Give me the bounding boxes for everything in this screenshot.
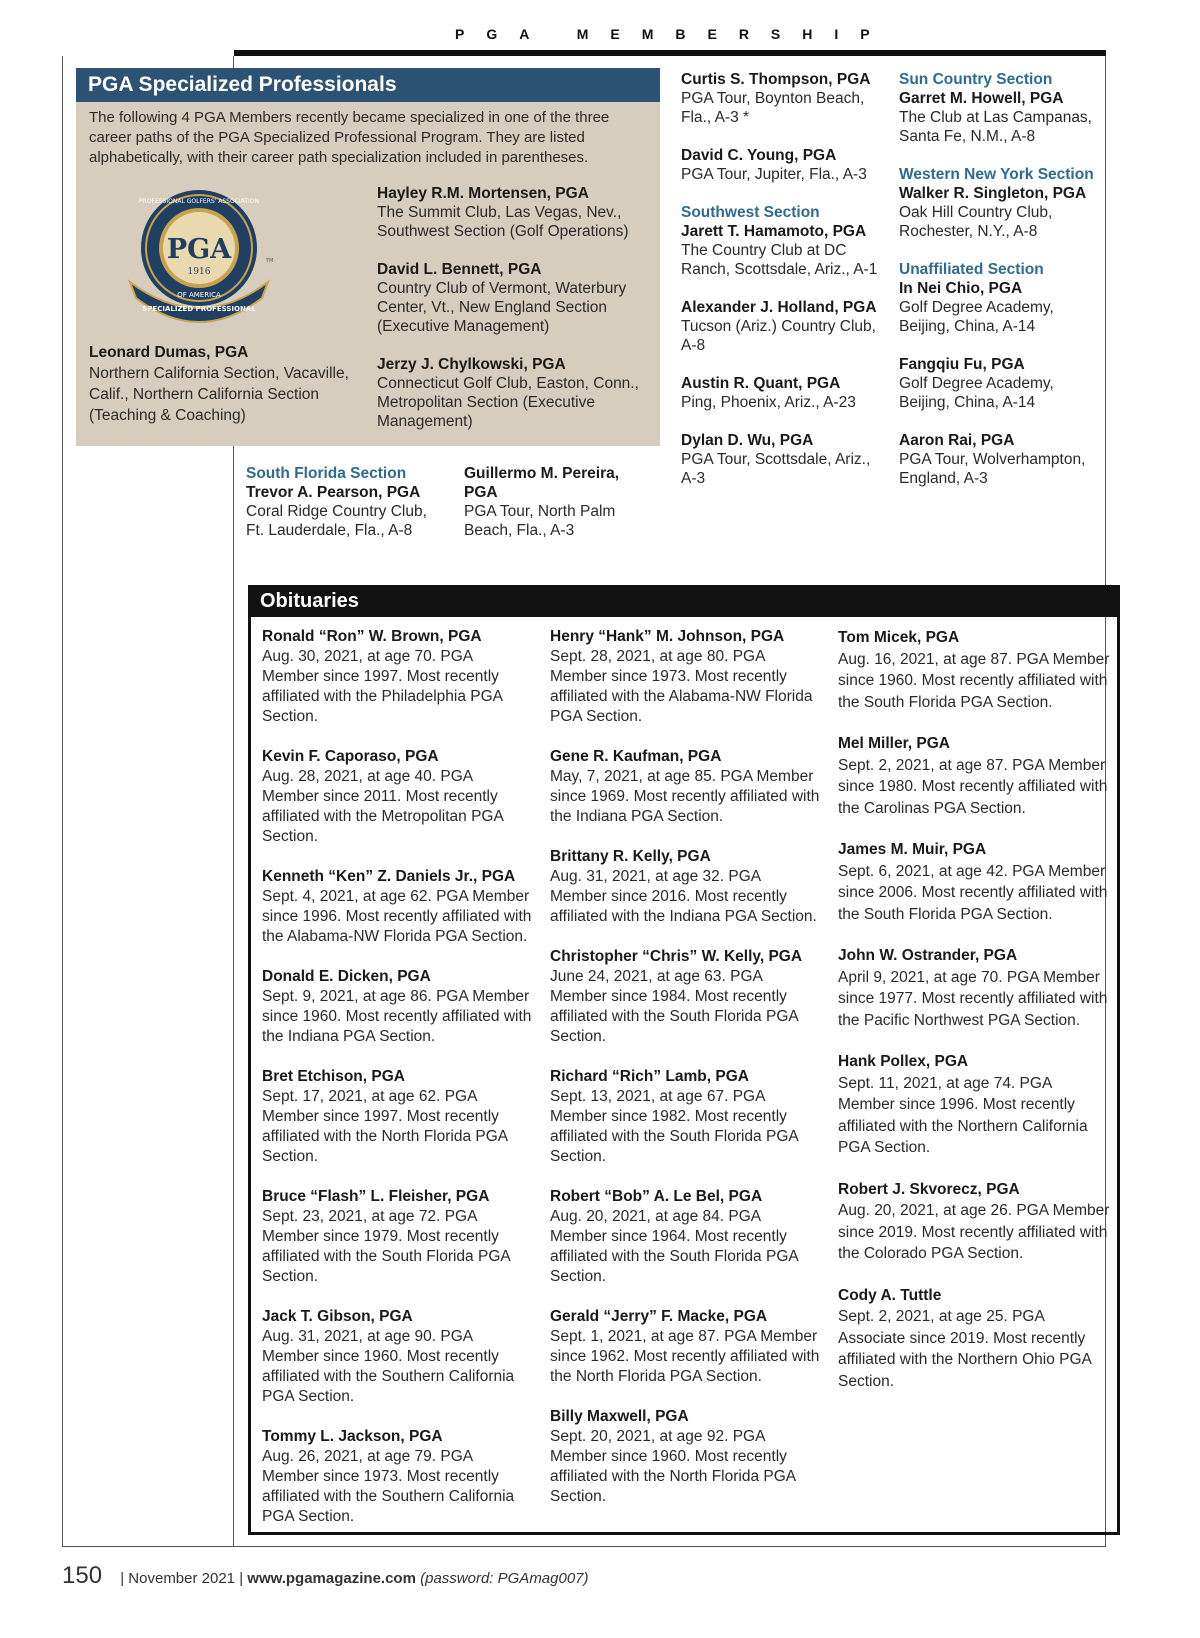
frame-bottom-line xyxy=(62,1546,1106,1547)
svg-text:1916: 1916 xyxy=(187,267,211,277)
obituary-entry: James M. Muir, PGA Sept. 6, 2021, at age 42. PGA Member since 2006. Most recently affiliated with the South Florida PGA Section. xyxy=(838,841,1108,923)
obituary-entry: Mel Miller, PGA Sept. 2, 2021, at age 87. PGA Member since 1980. Most recently affiliated with the Carolinas PGA Section. xyxy=(838,735,1108,817)
specialized-left-entry xyxy=(89,342,359,426)
member-entry: Curtis S. Thompson, PGA PGA Tour, Boynton Beach, Fla., A-3 * xyxy=(681,71,871,126)
obituary-entry: Brittany R. Kelly, PGA Aug. 31, 2021, at age 32. PGA Member since 2016. Most recently affiliated with the Indiana PGA Section. xyxy=(550,848,817,925)
obituary-entry: Richard “Rich” Lamb, PGA Sept. 13, 2021, at age 67. PGA Member since 1982. Most recently affiliated with the South Florida PGA Section. xyxy=(550,1068,798,1165)
magazine-url-link[interactable]: www.pgamagazine.com xyxy=(247,1570,416,1587)
members-column-d xyxy=(899,70,1099,507)
specialized-intro: The following 4 PGA Members recently became specialized in one of the three career paths of the PGA Specialized Professional Program. They are listed alphabetically, with their career path specialization included in parentheses. xyxy=(89,109,610,166)
obituaries-title: Obituaries xyxy=(248,585,1120,617)
pga-seal-icon xyxy=(120,186,278,326)
obituary-entry: Kevin F. Caporaso, PGA Aug. 28, 2021, at age 40. PGA Member since 2011. Most recently affiliated with the Metropolitan PGA Section. xyxy=(262,748,503,845)
obituary-entry: Tom Micek, PGA Aug. 16, 2021, at age 87. PGA Member since 1960. Most recently affiliated with the South Florida PGA Section. xyxy=(838,629,1110,711)
members-column-a xyxy=(246,464,441,559)
specialist-entry: Hayley R.M. Mortensen, PGA The Summit Club, Las Vegas, Nev., Southwest Section (Golf Operations) xyxy=(377,185,629,240)
obituary-entry: Cody A. Tuttle Sept. 2, 2021, at age 25. PGA Associate since 2019. Most recently affiliated with the Northern Ohio PGA Section. xyxy=(838,1286,1092,1390)
obituary-entry: Robert “Bob” A. Le Bel, PGA Aug. 20, 2021, at age 84. PGA Member since 1964. Most recently affiliated with the South Florida PGA Section. xyxy=(550,1188,798,1285)
section-heading: Unaffiliated Section xyxy=(899,261,1044,278)
obituary-entry: Gerald “Jerry” F. Macke, PGA Sept. 1, 2021, at age 87. PGA Member since 1962. Most recently affiliated with the North Florida PGA Section. xyxy=(550,1308,820,1385)
member-entry: Alexander J. Holland, PGA Tucson (Ariz.) Country Club, A-8 xyxy=(681,299,877,354)
member-entry: David C. Young, PGA PGA Tour, Jupiter, Fla., A-3 xyxy=(681,147,867,183)
obituary-entry: Christopher “Chris” W. Kelly, PGA June 24, 2021, at age 63. PGA Member since 1984. Most recently affiliated with the South Florida PGA Section. xyxy=(550,948,803,1045)
obituary-entry: Bruce “Flash” L. Fleisher, PGA Sept. 23, 2021, at age 72. PGA Member since 1979. Most recently affiliated with the South Florida PGA Section. xyxy=(262,1188,510,1285)
obituary-entry: Gene R. Kaufman, PGA May, 7, 2021, at age 85. PGA Member since 1969. Most recently affiliated with the Indiana PGA Section. xyxy=(550,748,820,825)
header-rule xyxy=(234,50,1106,56)
obituaries-column-1 xyxy=(262,627,532,1547)
svg-text:OF AMERICA: OF AMERICA xyxy=(177,291,221,299)
issue-date: November 2021 xyxy=(128,1570,236,1587)
obituary-entry: Tommy L. Jackson, PGA Aug. 26, 2021, at age 79. PGA Member since 1973. Most recently affiliated with the Southern California PGA Section. xyxy=(262,1428,515,1525)
page-number: 150 xyxy=(62,1562,103,1589)
obituary-entry: Hank Pollex, PGA Sept. 11, 2021, at age 74. PGA Member since 1996. Most recently affiliated with the Northern California PGA Section. xyxy=(838,1053,1088,1156)
specialist-detail: Northern California Section, Vacaville, Calif., Northern California Section (Teaching & Coaching) xyxy=(89,365,349,424)
member-entry: Dylan D. Wu, PGA PGA Tour, Scottsdale, Ariz., A-3 xyxy=(681,432,871,487)
obituaries-column-3 xyxy=(838,627,1110,1412)
obituary-entry: Kenneth “Ken” Z. Daniels Jr., PGA Sept. 4, 2021, at age 62. PGA Member since 1996. Most recently affiliated with the Alabama-NW Florida PGA Section. xyxy=(262,868,532,945)
obituary-entry: Robert J. Skvorecz, PGA Aug. 20, 2021, at age 26. PGA Member since 2019. Most recently affiliated with the Colorado PGA Section. xyxy=(838,1180,1110,1262)
members-column-b xyxy=(464,464,644,559)
password-note: (password: PGAmag007) xyxy=(420,1570,589,1587)
seal-text: PGA xyxy=(166,234,232,265)
member-entry: Austin R. Quant, PGA Ping, Phoenix, Ariz., A-23 xyxy=(681,375,856,411)
page-footer: 150 | November 2021 | www.pgamagazine.com (password: PGAmag007) xyxy=(62,1562,589,1589)
svg-text:SPECIALIZED PROFESSIONAL: SPECIALIZED PROFESSIONAL xyxy=(142,305,256,313)
member-entry: South Florida Section Trevor A. Pearson, PGA Coral Ridge Country Club, Ft. Lauderdale, Fla., A-8 xyxy=(246,464,441,540)
section-header: PGA MEMBERSHIP xyxy=(455,26,892,42)
section-heading: Southwest Section xyxy=(681,204,820,221)
member-entry: Fangqiu Fu, PGA Golf Degree Academy, Beijing, China, A-14 xyxy=(899,356,1054,411)
specialist-name: Leonard Dumas, PGA xyxy=(89,344,249,361)
obituary-entry: John W. Ostrander, PGA April 9, 2021, at age 70. PGA Member since 1977. Most recently affiliated with the Pacific Northwest PGA Section. xyxy=(838,947,1108,1029)
member-entry: Aaron Rai, PGA PGA Tour, Wolverhampton, England, A-3 xyxy=(899,432,1086,487)
obituary-entry: Donald E. Dicken, PGA Sept. 9, 2021, at age 86. PGA Member since 1960. Most recently affiliated with the Indiana PGA Section. xyxy=(262,968,532,1045)
members-column-c xyxy=(681,70,879,507)
member-entry: Unaffiliated Section In Nei Chio, PGA Golf Degree Academy, Beijing, China, A-14 xyxy=(899,260,1099,336)
obituary-entry: Bret Etchison, PGA Sept. 17, 2021, at age 62. PGA Member since 1997. Most recently affiliated with the North Florida PGA Section. xyxy=(262,1068,508,1165)
obituaries-column-2 xyxy=(550,627,820,1527)
member-entry: Western New York Section Walker R. Singleton, PGA Oak Hill Country Club, Rochester, N.Y., A-8 xyxy=(899,165,1099,241)
obituary-entry: Henry “Hank” M. Johnson, PGA Sept. 28, 2021, at age 80. PGA Member since 1973. Most recently affiliated with the Alabama-NW Florida PGA Section. xyxy=(550,628,813,725)
member-entry: Guillermo M. Pereira, PGA PGA Tour, North Palm Beach, Fla., A-3 xyxy=(464,465,620,539)
section-heading: South Florida Section xyxy=(246,465,407,482)
specialized-list xyxy=(377,184,657,450)
obituary-entry: Billy Maxwell, PGA Sept. 20, 2021, at age 92. PGA Member since 1960. Most recently affiliated with the North Florida PGA Section. xyxy=(550,1408,796,1505)
obituary-entry: Ronald “Ron” W. Brown, PGA Aug. 30, 2021, at age 70. PGA Member since 1997. Most recently affiliated with the Philadelphia PGA Section. xyxy=(262,628,503,725)
obituary-entry: Jack T. Gibson, PGA Aug. 31, 2021, at age 90. PGA Member since 1960. Most recently affiliated with the Southern California PGA Section. xyxy=(262,1308,515,1405)
specialist-entry: Jerzy J. Chylkowski, PGA Connecticut Golf Club, Easton, Conn., Metropolitan Section (Executive Management) xyxy=(377,356,639,430)
specialist-entry: David L. Bennett, PGA Country Club of Vermont, Waterbury Center, Vt., New England Section (Executive Management) xyxy=(377,261,627,335)
frame-left-line xyxy=(62,56,63,1546)
specialized-title: PGA Specialized Professionals xyxy=(76,68,660,102)
section-heading: Western New York Section xyxy=(899,166,1094,183)
member-entry: Southwest Section Jarett T. Hamamoto, PGA The Country Club at DC Ranch, Scottsdale, Ariz., A-1 xyxy=(681,204,878,278)
section-heading: Sun Country Section xyxy=(899,71,1053,88)
svg-text:TM: TM xyxy=(266,258,274,264)
svg-text:PROFESSIONAL GOLFERS' ASSOCIAT: PROFESSIONAL GOLFERS' ASSOCIATION xyxy=(139,198,259,205)
member-entry: Sun Country Section Garret M. Howell, PGA The Club at Las Campanas, Santa Fe, N.M., A-8 xyxy=(899,70,1099,146)
